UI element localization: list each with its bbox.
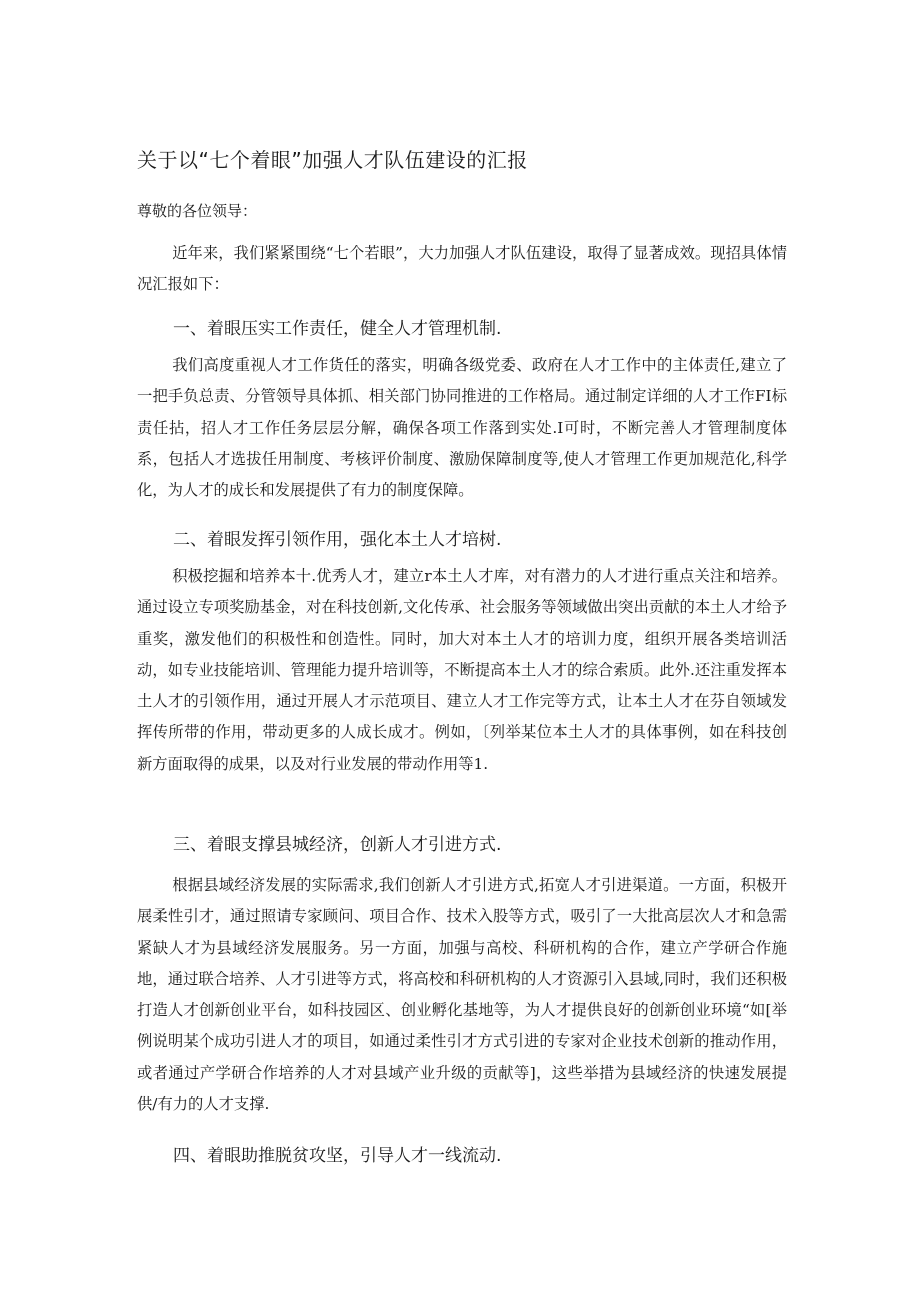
section-heading-1: 一、着眼压实工作责任，健全人才管理机制.	[173, 319, 502, 339]
document-title: 关于以“七个着眼”加强人才队伍建设的汇报	[137, 148, 528, 172]
section-heading-4: 四、着眼助推脱贫攻坚，引导人才一线流动.	[173, 1146, 502, 1166]
section-heading-3: 三、着眼支撑县城经济，创新人才引进方式.	[173, 835, 502, 855]
section-paragraph-2: 积极挖掘和培养本十.优秀人才，建立r本土人才库，对有潜力的人才进行重点关注和培养。通过设立专项奖励基金，对在科技创新,文化传承、社会服务等领域做出突出贡献的本土人才给予重奖，激发他们的积极性和创造性。同时，加大对本土人才的培训力度，组织开展各类培训活动，如专业技能培训、管理能力提升培训等，不断提高本土人才的综合索质。此外.还注重发挥本土人才的引领作用，通过开展人才示范项目、建立人才工作完等方式，让本土人才在芬自领域发挥传所带的作用，带动更多的人成长成才。例如，〔列举某位本土人才的具体事例，如在科技创新方面取得的成果，以及对行业发展的带动作用等1.	[137, 567, 787, 773]
section-heading-2: 二、着眼发挥引领作用，强化本土人才培树.	[173, 530, 502, 550]
salutation: 尊敬的各位领导：	[137, 202, 258, 220]
intro-paragraph: 近年来，我们紧紧围绕“七个若眼”，大力加强人才队伍建设，取得了显著成效。现招具体情况汇报如下：	[137, 244, 787, 294]
section-paragraph-3: 根据县域经济发展的实际需求,我们创新人才引进方式,拓宽人才引进渠道。一方面，积极开展柔性引才，通过照请专家顾问、项目合作、技术入股等方式，吸引了一大批高层次人才和急需紧缺人才为县域经济发展服务。另一方面，加强与高校、科研机构的合作，建立产学研合作施地，通过联合培养、人才引进等方式，将高校和科研机构的人才资源引入县域,同时，我们还积极打造人才创新创业平台，如科技园区、创业孵化基地等，为人才提供良好的创新创业环境“如[举例说明某个成功引进人才的项目，如通过柔性引才方式引进的专家对企业技术创新的推动作用，或者通过产学研合作培养的人才对县域产业升级的贡献等]，这些举措为县域经济的快速发展提供/有力的人才支撑.	[137, 876, 787, 1114]
section-paragraph-1: 我们高度重视人才工作货任的落实，明确各级党委、政府在人才工作中的主体责任,建立了一把手负总责、分管领导具体抓、相关部门协同推进的工作格局。通过制定详细的人才工作FI标责任拈，招人才工作任务层层分解，确保各项工作落到实处.I可时，不断完善人才管理制度体系，包括人才选拔任用制度、考核评价制度、激励保障制度等,使人才管理工作更加规范化,科学化，为人才的成长和发展提供了有力的制度保障。	[137, 356, 787, 500]
